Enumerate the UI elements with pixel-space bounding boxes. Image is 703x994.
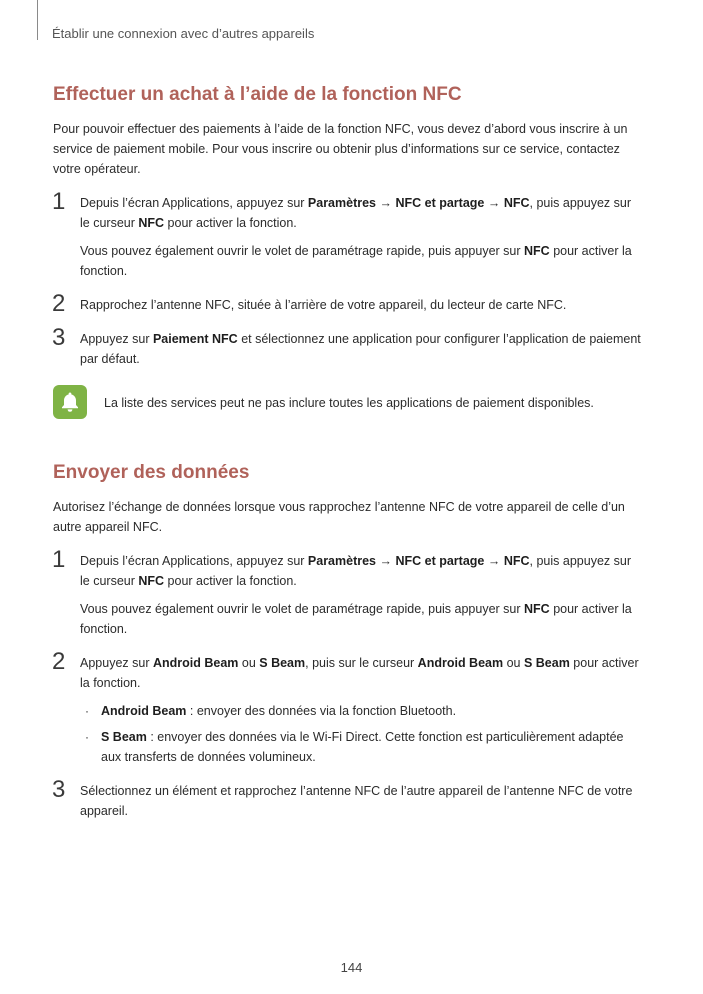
text-run: : envoyer des données via le Wi-Fi Direct. Cette fonction est particulièrement adaptée aux transferts de données volumineux. (101, 730, 624, 764)
page-number: 144 (340, 960, 363, 975)
ui-term: NFC (524, 602, 550, 616)
ui-term: NFC (138, 574, 165, 588)
step-text (80, 551, 643, 591)
ui-term: Paiement NFC (152, 332, 238, 346)
text-run: ou (238, 656, 260, 670)
text-run: → (376, 554, 396, 568)
step-list (52, 546, 643, 821)
ui-term: NFC (503, 196, 530, 210)
step-text (80, 781, 643, 821)
step-number: 2 (52, 648, 66, 675)
text-run: pour activer la fonction. (164, 216, 297, 230)
text-run: pour activer la fonction. (80, 244, 632, 278)
ui-term: NFC et partage (395, 554, 485, 568)
ui-term: NFC (524, 244, 550, 258)
text-run: : envoyer des données via la fonction Bluetooth. (186, 704, 457, 718)
page-content (53, 83, 643, 835)
ui-term: S Beam (523, 656, 570, 670)
step-number: 3 (52, 776, 66, 803)
bullet-dot-icon: · (85, 704, 89, 718)
note-box (53, 385, 643, 421)
step-text (80, 295, 643, 315)
step-item (52, 546, 643, 639)
step-item (52, 290, 643, 317)
bullet-list (80, 701, 643, 767)
text-run: Depuis l’écran Applications, appuyez sur (80, 554, 308, 568)
ui-term: Android Beam (101, 704, 187, 718)
step-text (80, 653, 643, 693)
text-run: , puis appuyez sur le curseur (80, 196, 631, 230)
step-text (80, 193, 643, 233)
text-run: pour activer la fonction. (164, 574, 297, 588)
text-run: pour activer la fonction. (80, 656, 639, 690)
running-header: Établir une connexion avec d’autres appareils (52, 26, 315, 41)
step-number: 2 (52, 290, 66, 317)
section-title-send-data: Envoyer des données (53, 462, 250, 483)
step-text (80, 241, 643, 281)
section-intro: Autorisez l’échange de données lorsque vous rapprochez l’antenne NFC de votre appareil de celle d’un autre appareil NFC. (53, 500, 625, 534)
ui-term: NFC et partage (395, 196, 485, 210)
ui-term: S Beam (101, 730, 147, 744)
text-run: Vous pouvez également ouvrir le volet de paramétrage rapide, puis appuyer sur (80, 602, 525, 616)
section-intro: Pour pouvoir effectuer des paiements à l’aide de la fonction NFC, vous devez d’abord vous inscrire à un service de paiement mobile. Pour vous inscrire ou obtenir plus d’informations sur ce service, contactez votre opérateur. (53, 122, 628, 176)
section-title-nfc-payment: Effectuer un achat à l’aide de la fonction NFC (53, 84, 462, 105)
ui-term: Paramètres (307, 554, 377, 568)
text-run: Depuis l’écran Applications, appuyez sur (80, 196, 308, 210)
text-run: Sélectionnez un élément et rapprochez l’antenne NFC de l’autre appareil de l’antenne NFC de votre appareil. (80, 784, 633, 818)
bullet-dot-icon: · (85, 730, 89, 744)
ui-term: S Beam (259, 656, 306, 670)
step-item (52, 324, 643, 369)
bullet-item (80, 727, 643, 767)
ui-term: NFC (138, 216, 165, 230)
step-number: 3 (52, 324, 66, 351)
note-text: La liste des services peut ne pas inclure toutes les applications de paiement disponibles. (104, 396, 594, 410)
step-text (80, 599, 643, 639)
bell-icon (53, 385, 87, 419)
text-run: → (484, 554, 504, 568)
text-run: → (376, 196, 396, 210)
step-text (80, 329, 643, 369)
text-run: Vous pouvez également ouvrir le volet de paramétrage rapide, puis appuyer sur (80, 244, 525, 258)
step-item (52, 188, 643, 281)
step-number: 1 (52, 188, 66, 215)
ui-term: Android Beam (417, 656, 504, 670)
text-run: pour activer la fonction. (80, 602, 632, 636)
text-run: Rapprochez l’antenne NFC, située à l’arrière de votre appareil, du lecteur de carte NFC. (80, 298, 567, 312)
header-rule (37, 0, 38, 40)
step-item (52, 648, 643, 767)
text-run: → (484, 196, 504, 210)
ui-term: Paramètres (307, 196, 377, 210)
text-run: Appuyez sur (80, 332, 153, 346)
ui-term: Android Beam (152, 656, 239, 670)
step-item (52, 776, 643, 821)
text-run: ou (503, 656, 524, 670)
ui-term: NFC (503, 554, 530, 568)
step-number: 1 (52, 546, 66, 573)
step-list (52, 188, 643, 369)
text-run: , puis sur le curseur (305, 656, 418, 670)
text-run: , puis appuyez sur le curseur (80, 554, 631, 588)
text-run: Appuyez sur (80, 656, 153, 670)
text-run: et sélectionnez une application pour configurer l’application de paiement par défaut. (80, 332, 641, 366)
bullet-item (80, 701, 643, 721)
